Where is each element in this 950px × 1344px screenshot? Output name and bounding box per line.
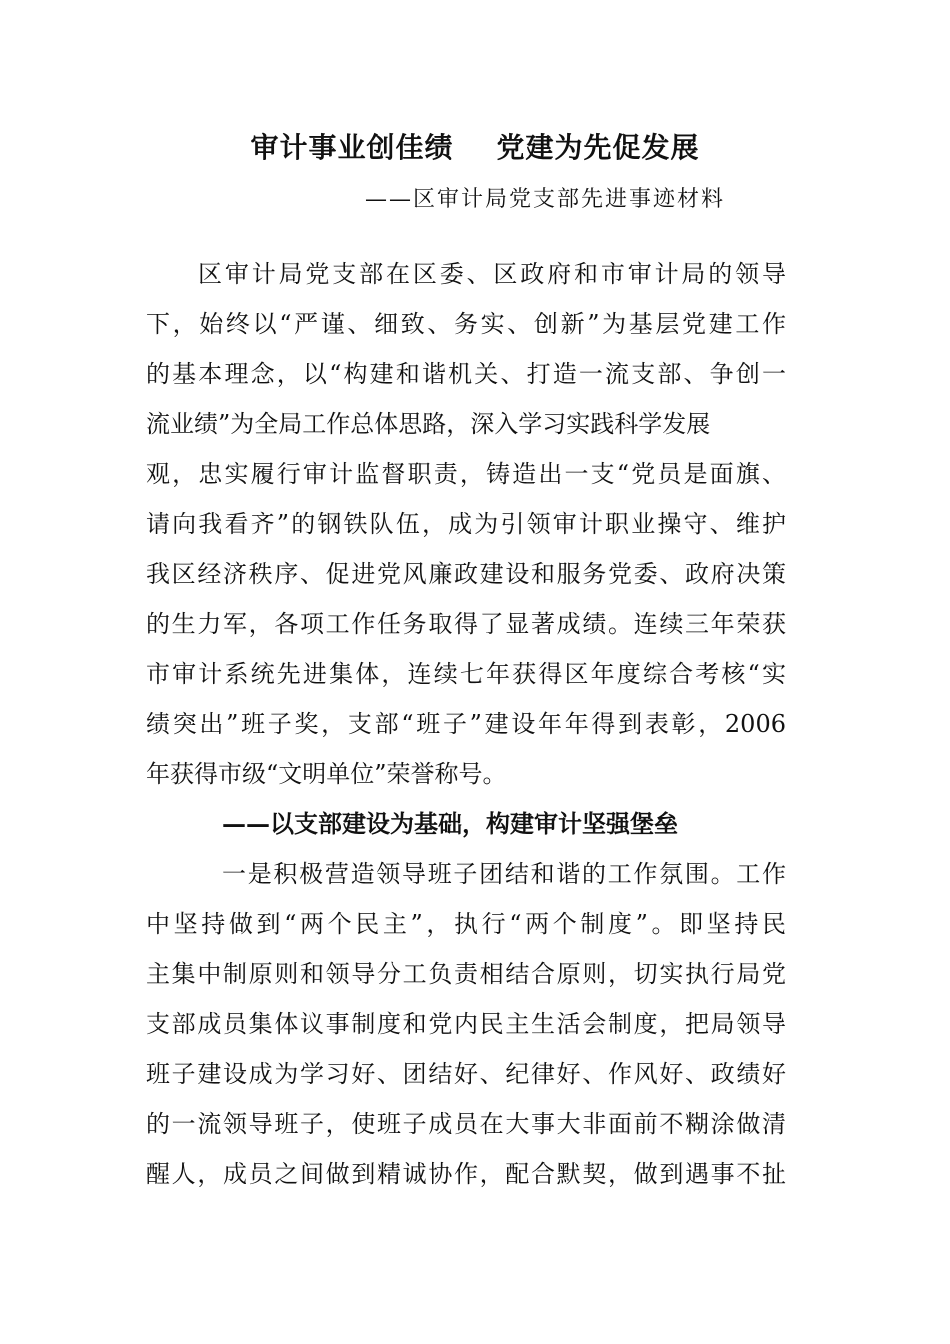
paragraph-2-line: 中坚持做到“两个民主”，执行“两个制度”。即坚持民 [146,910,786,938]
paragraph-1-line: 我区经济秩序、促进党风廉政建设和服务党委、政府决策 [146,560,786,588]
paragraph-1-line: 年获得市级“文明单位”荣誉称号。 [146,760,507,788]
section-heading: ——以支部建设为基础，构建审计坚强堡垒 [222,809,678,838]
document-subtitle: ——区审计局党支部先进事迹材料 [365,187,726,212]
paragraph-1-line: 的基本理念，以“构建和谐机关、打造一流支部、争创一 [146,360,786,388]
paragraph-2-line: 的一流领导班子，使班子成员在大事大非面前不糊涂做清 [146,1110,786,1138]
paragraph-2-line: 醒人，成员之间做到精诚协作，配合默契，做到遇事不扯 [146,1160,786,1188]
paragraph-2-line: 一是积极营造领导班子团结和谐的工作氛围。工作 [222,860,786,888]
paragraph-1-line: 区审计局党支部在区委、区政府和市审计局的领导 [198,260,786,288]
paragraph-1-line: 请向我看齐”的钢铁队伍，成为引领审计职业操守、维护 [146,510,786,538]
paragraph-1-line: 市审计系统先进集体，连续七年获得区年度综合考核“实 [146,660,786,688]
paragraph-2-line: 班子建设成为学习好、团结好、纪律好、作风好、政绩好 [146,1060,786,1088]
paragraph-1-line: 流业绩”为全局工作总体思路，深入学习实践科学发展 [146,410,711,438]
paragraph-1-line: 下，始终以“严谨、细致、务实、创新”为基层党建工作 [146,310,786,338]
document-title: 审计事业创佳绩 党建为先促发展 [250,131,700,164]
paragraph-1-line: 的生力军，各项工作任务取得了显著成绩。连续三年荣获 [146,610,786,638]
paragraph-1-line: 观，忠实履行审计监督职责，铸造出一支“党员是面旗、 [146,460,786,488]
paragraph-1-line: 绩突出”班子奖，支部“班子”建设年年得到表彰，2006 [146,710,786,738]
paragraph-2-line: 主集中制原则和领导分工负责相结合原则，切实执行局党 [146,960,786,988]
paragraph-2-line: 支部成员集体议事制度和党内民主生活会制度，把局领导 [146,1010,786,1038]
